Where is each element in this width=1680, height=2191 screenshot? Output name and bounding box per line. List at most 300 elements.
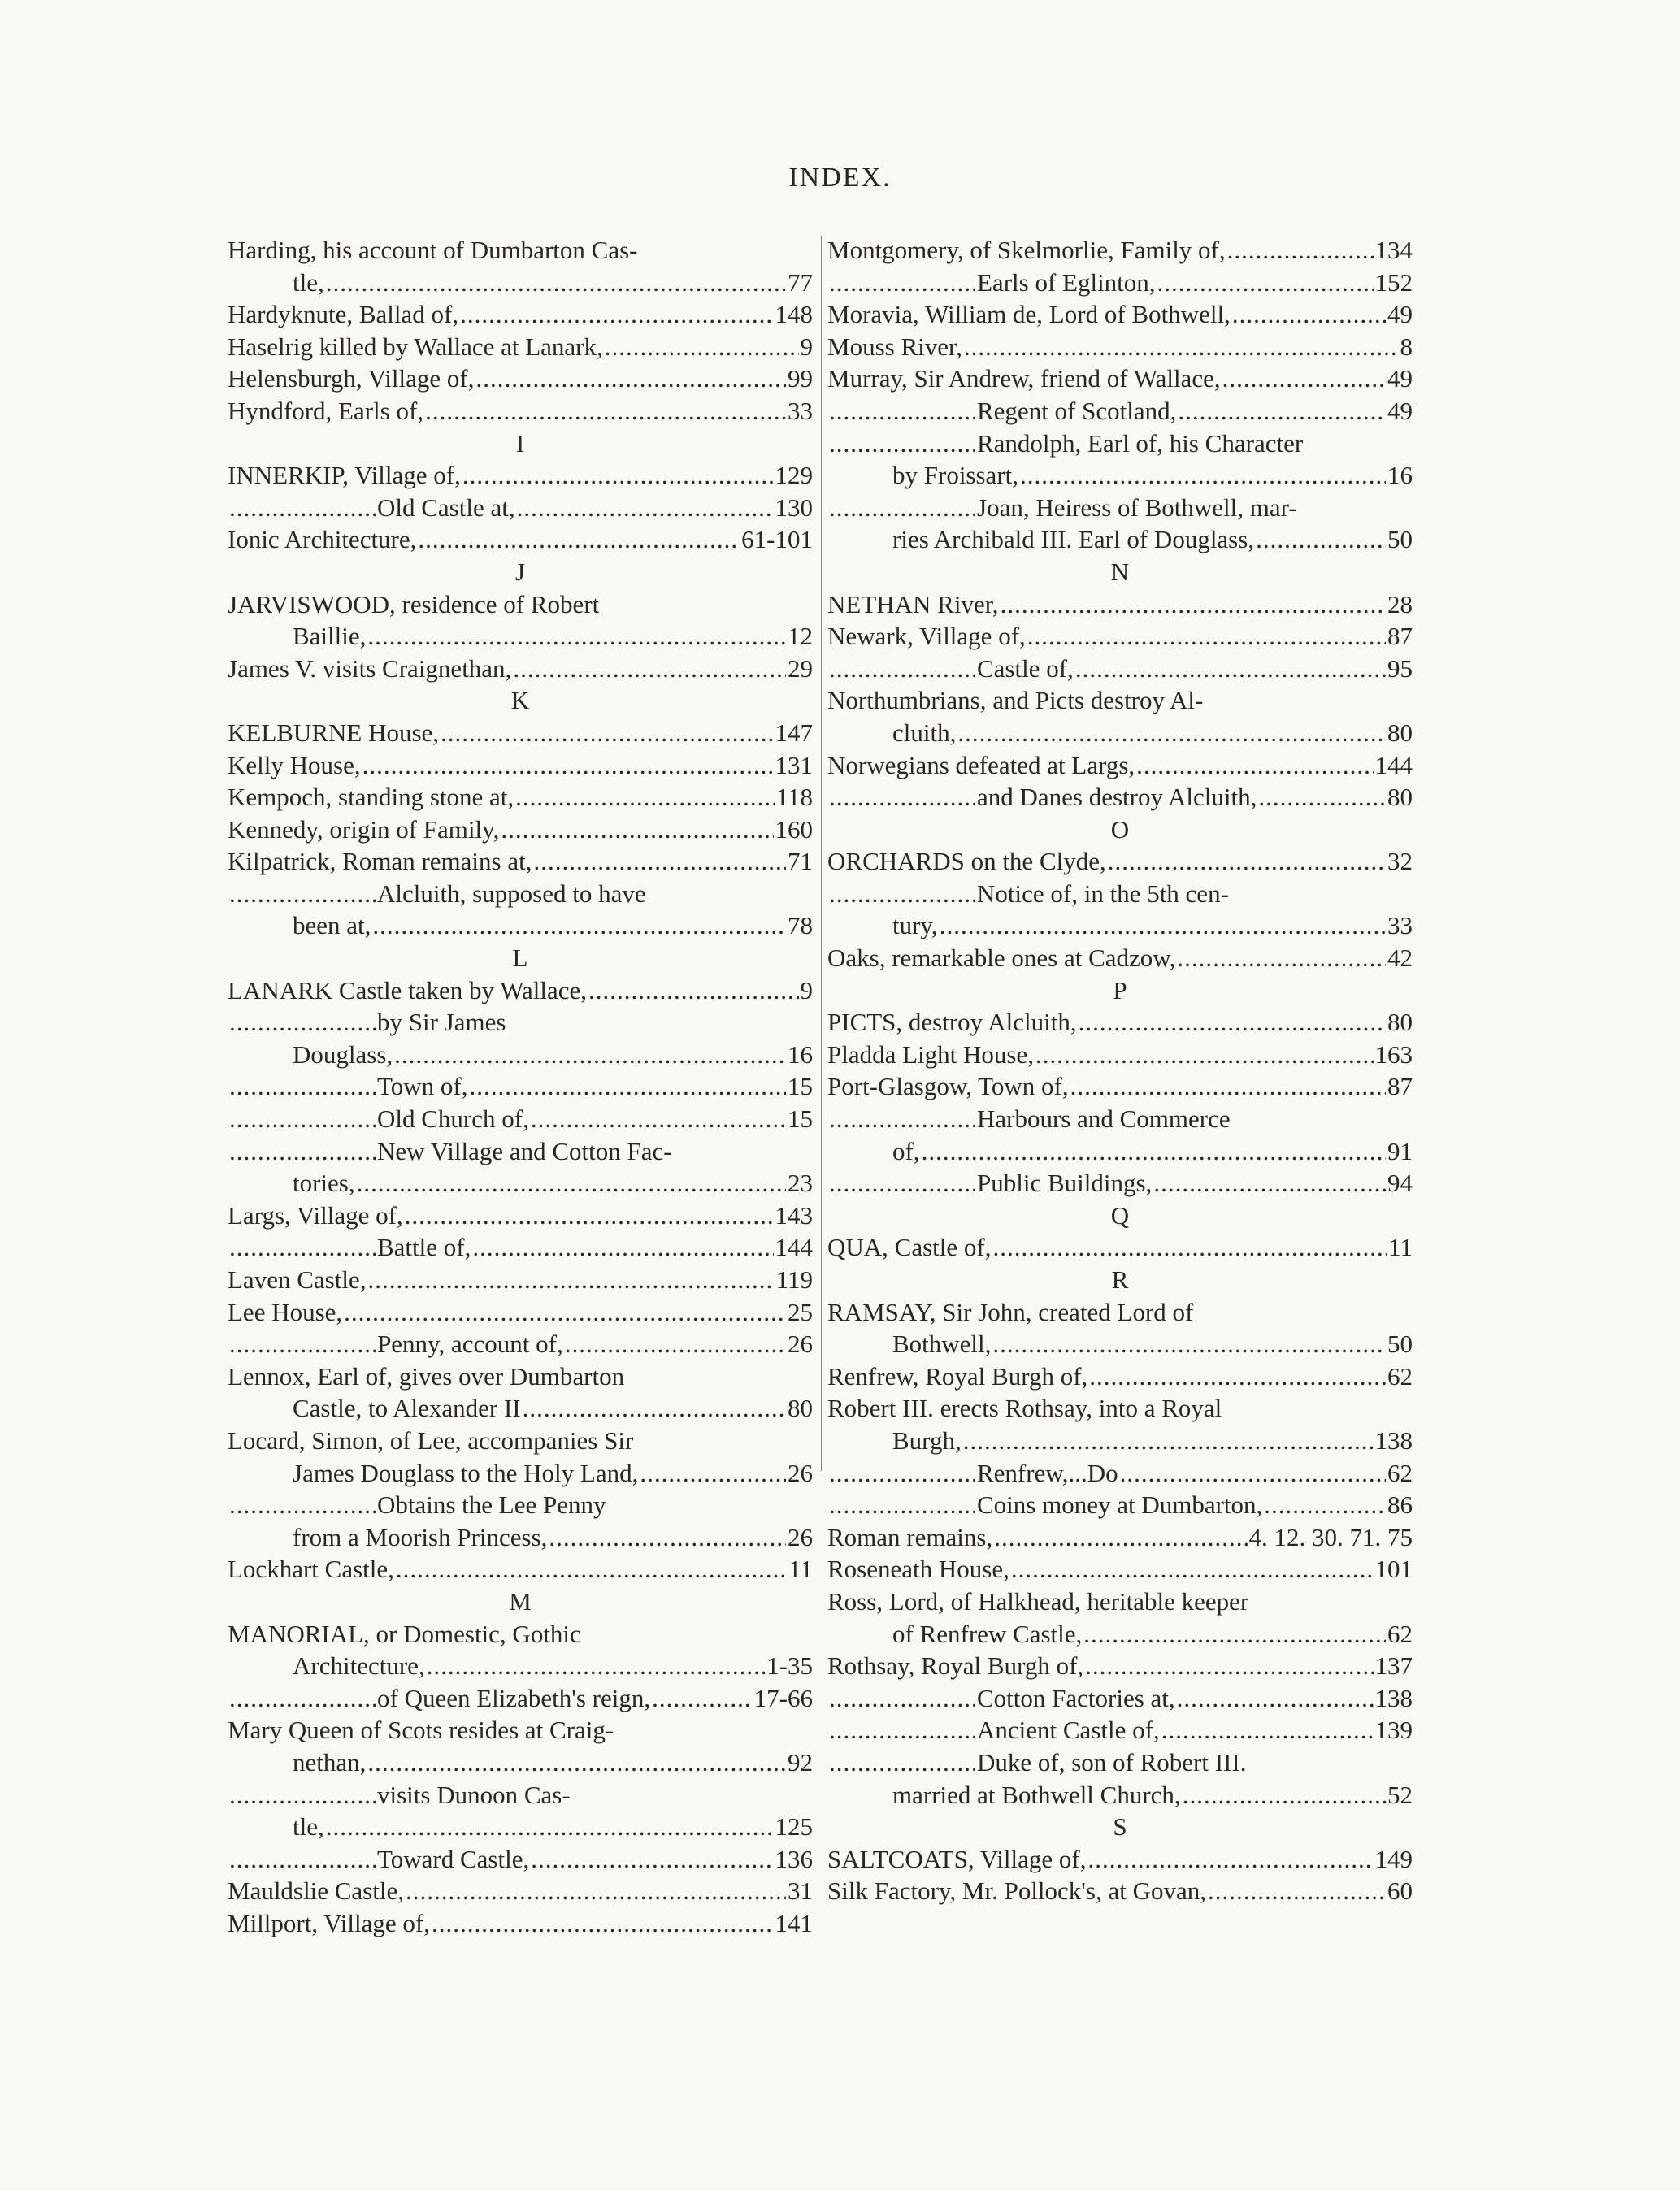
index-entry-text: nethan, [293, 1747, 367, 1777]
index-entry [827, 1135, 1413, 1168]
index-column-right [827, 234, 1413, 1907]
index-entry [228, 1811, 813, 1843]
page-number: 139 [1374, 1716, 1413, 1745]
page-number: 4. 12. 30. 71. 75 [1248, 1522, 1413, 1551]
index-entry [827, 620, 1413, 653]
index-entry-text: Helensburgh, Village of, [228, 364, 475, 393]
index-entry-text: tle, [293, 267, 324, 297]
leader-dots [469, 1070, 786, 1103]
leader-dots [829, 1489, 975, 1521]
leader-dots [992, 1328, 1386, 1360]
index-entry [827, 523, 1413, 556]
page-number: 12 [788, 622, 813, 651]
leader-dots [588, 974, 798, 1007]
index-subentry-line [827, 1746, 1413, 1779]
leader-dots [367, 1264, 774, 1296]
page-number: 141 [775, 1908, 813, 1937]
page-number: 16 [788, 1039, 813, 1069]
index-subentry [228, 1103, 813, 1135]
leader-dots [1256, 523, 1386, 556]
index-subentry-line [228, 1006, 813, 1039]
leader-dots [1120, 1457, 1386, 1490]
page-number: 77 [788, 267, 813, 297]
index-subentry [827, 1489, 1413, 1521]
page-number: 160 [775, 814, 813, 844]
index-subentry [827, 1714, 1413, 1746]
page-number: 118 [775, 783, 813, 812]
index-subentry [827, 1457, 1413, 1490]
leader-dots [1027, 620, 1386, 653]
index-letter-heading: R [1111, 1265, 1129, 1294]
index-entry-line: Harding, his account of Dumbarton Cas- [228, 236, 638, 264]
page-number: 26 [788, 1522, 813, 1551]
index-entry-text: SALTCOATS, Village of, [827, 1844, 1087, 1873]
leader-dots [229, 1489, 376, 1521]
page-number: 137 [1374, 1651, 1413, 1681]
leader-dots [1222, 362, 1386, 395]
index-entry-text: Pladda Light House, [827, 1039, 1034, 1069]
index-entry [228, 459, 813, 492]
page-number: 11 [1388, 1233, 1413, 1262]
index-entry-text: tury, [892, 911, 938, 940]
leader-dots [229, 1231, 376, 1264]
index-entry-text: Largs, Village of, [228, 1200, 403, 1230]
page-number: 29 [788, 653, 813, 683]
leader-dots [1177, 1682, 1374, 1715]
index-entry-line: Mary Queen of Scots resides at Craig- [228, 1716, 614, 1745]
page-number: 52 [1387, 1780, 1413, 1809]
page-number: 28 [1387, 589, 1413, 618]
index-entry-text: INNERKIP, Village of, [228, 461, 461, 490]
index-entry [228, 362, 813, 395]
index-entry-text: Ancient Castle of, [977, 1716, 1160, 1745]
index-entry-text: Kilpatrick, Roman remains at, [228, 847, 532, 876]
page-number: 11 [788, 1555, 813, 1584]
leader-dots [1177, 942, 1386, 974]
index-entry-text: ries Archibald III. Earl of Douglass, [892, 525, 1255, 554]
index-entry [827, 588, 1413, 621]
leader-dots [396, 1553, 787, 1586]
leader-dots [229, 1070, 376, 1103]
page-number: 71 [788, 847, 813, 876]
leader-dots [1001, 588, 1386, 621]
leader-dots [367, 620, 786, 653]
index-entry-text: Lockhart Castle, [228, 1555, 394, 1584]
page-number: 80 [788, 1394, 813, 1423]
page-number: 49 [1387, 364, 1413, 393]
leader-dots [549, 1521, 786, 1554]
leader-dots [229, 1103, 376, 1135]
page-number: 1-35 [766, 1651, 813, 1681]
leader-dots [1011, 1553, 1374, 1586]
leader-dots [1208, 1875, 1386, 1907]
index-letter-heading: J [514, 557, 526, 586]
leader-dots [1035, 1039, 1374, 1071]
index-subentry-line [228, 1489, 813, 1521]
leader-dots [1136, 749, 1373, 782]
index-entry-text: and Danes destroy Alcluith, [977, 783, 1257, 812]
page-number: 91 [1387, 1136, 1413, 1165]
leader-dots [829, 1457, 975, 1490]
index-entry [228, 1521, 813, 1554]
page-number: 149 [1374, 1844, 1413, 1873]
leader-dots [1232, 298, 1386, 331]
leader-dots [460, 298, 773, 331]
index-entry [827, 362, 1413, 395]
page-number: 78 [788, 911, 813, 940]
page-number: 32 [1387, 847, 1413, 876]
index-subentry [228, 1682, 813, 1715]
index-entry [228, 909, 813, 942]
index-letter-heading: S [1113, 1812, 1127, 1842]
index-subentry [827, 781, 1413, 813]
index-entry [827, 1843, 1413, 1876]
index-entry [228, 1907, 813, 1940]
index-entry [228, 1264, 813, 1296]
index-entry [827, 234, 1413, 267]
index-entry [228, 974, 813, 1007]
page-number: 25 [788, 1297, 813, 1326]
index-entry-text: Newark, Village of, [827, 622, 1026, 651]
leader-dots [829, 427, 975, 460]
index-subentry [228, 1843, 813, 1876]
index-letter-heading: Q [1110, 1200, 1130, 1230]
leader-dots [565, 1328, 786, 1360]
index-subentry [827, 395, 1413, 427]
index-entry [827, 1231, 1413, 1264]
index-entry-text: NETHAN River, [827, 589, 999, 618]
index-entry [827, 1553, 1413, 1586]
index-entry-text: Murray, Sir Andrew, friend of Wallace, [827, 364, 1221, 393]
index-entry [827, 845, 1413, 878]
leader-dots [1108, 845, 1386, 878]
index-letter-heading: I [515, 428, 525, 458]
page-title: INDEX. [788, 163, 892, 193]
leader-dots [405, 1200, 774, 1232]
index-entry [827, 1618, 1413, 1651]
leader-dots [994, 1521, 1247, 1554]
index-entry [827, 1521, 1413, 1554]
index-entry-text: Mouss River, [827, 332, 962, 361]
index-entry-text: Roseneath House, [827, 1555, 1009, 1584]
index-entry-text: Toward Castle, [377, 1844, 530, 1873]
index-entry-text: Castle, to Alexander II [293, 1394, 521, 1423]
index-entry-text: Norwegians defeated at Largs, [827, 750, 1135, 779]
leader-dots [1264, 1489, 1386, 1521]
index-entry [228, 395, 813, 427]
leader-dots [425, 395, 786, 427]
index-entry-text: Castle of, [977, 653, 1074, 683]
leader-dots [829, 1682, 975, 1715]
index-subentry [827, 1167, 1413, 1200]
page-number: 136 [775, 1844, 813, 1873]
index-entry-text: Hardyknute, Ballad of, [228, 300, 459, 329]
index-entry-text: James V. visits Craignethan, [228, 653, 512, 683]
page-number: 138 [1374, 1425, 1413, 1455]
index-entry [228, 1746, 813, 1779]
index-entry-text: tories, [293, 1169, 355, 1198]
index-entry [228, 1457, 813, 1490]
index-entry-text: Port-Glasgow, Town of, [827, 1072, 1069, 1101]
index-entry-text: KELBURNE House, [228, 718, 440, 747]
index-entry [827, 1070, 1413, 1103]
leader-dots [1258, 781, 1386, 813]
leader-dots [829, 492, 975, 524]
index-subentry-line [827, 492, 1413, 524]
index-entry [228, 298, 813, 331]
index-letter-heading: M [509, 1586, 532, 1616]
leader-dots [357, 1167, 786, 1200]
index-entry-text: ORCHARDS on the Clyde, [827, 847, 1106, 876]
page-number: 9 [800, 975, 813, 1004]
leader-dots [992, 1231, 1387, 1264]
page-number: 80 [1387, 718, 1413, 747]
leader-dots [1083, 1618, 1386, 1651]
index-entry-text: by Froissart, [892, 461, 1018, 490]
index-entry-text: Harbours and Commerce [977, 1104, 1231, 1134]
index-subentry-line [827, 427, 1413, 460]
index-entry-text: Renfrew,...Do [977, 1458, 1118, 1487]
index-entry-text: married at Bothwell Church, [892, 1780, 1181, 1809]
page-number: 49 [1387, 300, 1413, 329]
leader-dots [829, 878, 975, 910]
page-number: 144 [1374, 750, 1413, 779]
index-entry [827, 298, 1413, 331]
index-entry [228, 523, 813, 556]
index-subentry [228, 492, 813, 524]
page-number: 119 [775, 1265, 813, 1294]
index-letter-heading: P [1113, 975, 1127, 1004]
index-subentry [827, 1682, 1413, 1715]
leader-dots [229, 1682, 376, 1715]
page-number: 129 [775, 461, 813, 490]
index-letter-heading: N [1110, 557, 1130, 586]
leader-dots [940, 909, 1386, 942]
index-entry [228, 813, 813, 846]
index-entry-text: Bothwell, [892, 1330, 992, 1359]
index-entry [827, 909, 1413, 942]
index-entry-text: Haselrig killed by Wallace at Lanark, [228, 332, 603, 361]
index-entry-text: tle, [293, 1812, 324, 1842]
index-subentry-line [228, 878, 813, 910]
index-entry-text: Alcluith, supposed to have [377, 879, 646, 908]
index-entry-text: of Renfrew Castle, [892, 1619, 1083, 1648]
page-number: 143 [775, 1200, 813, 1230]
index-entry-text: by Sir James [377, 1008, 506, 1037]
index-entry-text: from a Moorish Princess, [293, 1522, 548, 1551]
leader-dots [418, 523, 740, 556]
leader-dots [1079, 1006, 1386, 1039]
index-subentry [228, 1328, 813, 1360]
leader-dots [229, 1135, 376, 1168]
index-entry-text: LANARK Castle taken by Wallace, [228, 975, 588, 1004]
index-entry [228, 717, 813, 749]
page-number: 125 [775, 1812, 813, 1842]
index-entry [228, 1039, 813, 1071]
leader-dots [1227, 234, 1374, 267]
leader-dots [372, 909, 786, 942]
leader-dots [829, 1746, 975, 1779]
index-entry [827, 717, 1413, 749]
index-entry [228, 267, 813, 299]
page-number: 134 [1374, 236, 1413, 264]
leader-dots [1075, 653, 1386, 685]
page-number: 87 [1387, 1072, 1413, 1101]
leader-dots [427, 1650, 766, 1682]
page-number: 87 [1387, 622, 1413, 651]
page-number: 86 [1387, 1490, 1413, 1520]
index-entry [228, 1296, 813, 1329]
leader-dots [957, 717, 1386, 749]
leader-dots [652, 1682, 753, 1715]
leader-dots [326, 1811, 774, 1843]
index-entry-text: Baillie, [293, 622, 367, 651]
page-number: 42 [1387, 944, 1413, 973]
index-entry [827, 459, 1413, 492]
index-entry-text: Rothsay, Royal Burgh of, [827, 1651, 1084, 1681]
leader-dots [229, 492, 376, 524]
leader-dots [367, 1746, 786, 1779]
index-entry-text: of, [892, 1136, 920, 1165]
index-entry-text: of Queen Elizabeth's reign, [377, 1683, 651, 1712]
index-entry-text: Silk Factory, Mr. Pollock's, at Govan, [827, 1876, 1206, 1906]
leader-dots [229, 1328, 376, 1360]
leader-dots [1183, 1779, 1386, 1811]
leader-dots [229, 1779, 376, 1811]
leader-dots [829, 1714, 975, 1746]
page-number: 26 [788, 1458, 813, 1487]
index-entry-line: Lennox, Earl of, gives over Dumbarton [228, 1361, 625, 1391]
leader-dots [326, 267, 786, 299]
page-number: 9 [800, 332, 813, 361]
leader-dots [605, 331, 799, 363]
page-number: 33 [788, 396, 813, 425]
index-entry [228, 781, 813, 813]
leader-dots [517, 492, 774, 524]
index-entry [228, 1650, 813, 1682]
index-entry [827, 1650, 1413, 1682]
index-entry-text: Millport, Village of, [228, 1908, 430, 1937]
leader-dots [1089, 1360, 1386, 1393]
page-number: 138 [1374, 1683, 1413, 1712]
index-entry-text: visits Dunoon Cas- [377, 1780, 571, 1809]
leader-dots [515, 781, 775, 813]
page-number: 163 [1374, 1039, 1413, 1069]
index-entry-text: Regent of Scotland, [977, 396, 1177, 425]
leader-dots [523, 1392, 786, 1425]
index-entry-line: JARVISWOOD, residence of Robert [228, 589, 600, 618]
page-number: 147 [775, 718, 813, 747]
page-number: 33 [1387, 911, 1413, 940]
leader-dots [640, 1457, 786, 1490]
leader-dots [472, 1231, 773, 1264]
leader-dots [462, 459, 774, 492]
index-entry-line: Robert III. erects Rothsay, into a Royal [827, 1394, 1222, 1423]
leader-dots [1020, 459, 1386, 492]
page-number: 152 [1374, 267, 1413, 297]
index-entry-text: James Douglass to the Holy Land, [293, 1458, 639, 1487]
leader-dots [406, 1875, 786, 1907]
index-entry [827, 942, 1413, 974]
index-entry [827, 749, 1413, 782]
index-entry-text: Joan, Heiress of Bothwell, mar- [977, 492, 1297, 522]
leader-dots [964, 331, 1399, 363]
index-entry-text: Renfrew, Royal Burgh of, [827, 1361, 1088, 1391]
index-subentry [827, 653, 1413, 685]
index-entry-text: Oaks, remarkable ones at Cadzow, [827, 944, 1176, 973]
page-number: 61-101 [741, 525, 813, 554]
page-number: 15 [788, 1104, 813, 1134]
page-number: 62 [1387, 1619, 1413, 1648]
leader-dots [362, 749, 774, 782]
page-number: 8 [1400, 332, 1413, 361]
index-entry [228, 620, 813, 653]
page-number: 15 [788, 1072, 813, 1101]
leader-dots [829, 1103, 975, 1135]
index-entry-text: Coins money at Dumbarton, [977, 1490, 1263, 1520]
index-entry [827, 1875, 1413, 1907]
page-number: 50 [1387, 1330, 1413, 1359]
index-entry-text: Duke of, son of Robert III. [977, 1747, 1247, 1777]
index-entry-line: Northumbrians, and Picts destroy Al- [827, 686, 1204, 715]
page-number: 62 [1387, 1361, 1413, 1391]
leader-dots [829, 267, 975, 299]
leader-dots [531, 1843, 773, 1876]
index-entry-text: Cotton Factories at, [977, 1683, 1175, 1712]
index-entry [228, 1167, 813, 1200]
index-entry-text: Kempoch, standing stone at, [228, 783, 514, 812]
leader-dots [533, 845, 786, 878]
index-entry [228, 653, 813, 685]
page-number: 26 [788, 1330, 813, 1359]
index-entry-text: Notice of, in the 5th cen- [977, 879, 1229, 908]
leader-dots [229, 878, 376, 910]
index-subentry-line [228, 1135, 813, 1168]
leader-dots [829, 653, 975, 685]
leader-dots [229, 1006, 376, 1039]
index-entry-line: MANORIAL, or Domestic, Gothic [228, 1619, 581, 1648]
index-entry [228, 1200, 813, 1232]
index-entry-text: Old Castle at, [377, 492, 515, 522]
index-entry-text: Douglass, [293, 1039, 393, 1069]
index-letter-heading: O [1110, 814, 1130, 844]
leader-dots [963, 1425, 1374, 1457]
index-entry [228, 331, 813, 363]
index-entry-text: Hyndford, Earls of, [228, 396, 424, 425]
page-number: 101 [1374, 1555, 1413, 1584]
index-entry-text: Town of, [377, 1072, 468, 1101]
index-entry-text: Moravia, William de, Lord of Bothwell, [827, 300, 1231, 329]
page-number: 80 [1387, 783, 1413, 812]
index-entry-text: Roman remains, [827, 1522, 993, 1551]
leader-dots [513, 653, 786, 685]
page-number: 80 [1387, 1008, 1413, 1037]
page-number: 92 [788, 1747, 813, 1777]
index-subentry [228, 1231, 813, 1264]
leader-dots [476, 362, 787, 395]
leader-dots [829, 395, 975, 427]
index-entry-text: Public Buildings, [977, 1169, 1153, 1198]
index-entry-text: been at, [293, 911, 371, 940]
column-divider [821, 236, 822, 1471]
index-column-left [228, 234, 813, 1939]
index-entry-text: Earls of Eglinton, [977, 267, 1156, 297]
leader-dots [344, 1296, 786, 1329]
index-entry-text: Laven Castle, [228, 1265, 367, 1294]
index-entry [228, 1392, 813, 1425]
index-entry-text: QUA, Castle of, [827, 1233, 992, 1262]
index-entry [228, 749, 813, 782]
